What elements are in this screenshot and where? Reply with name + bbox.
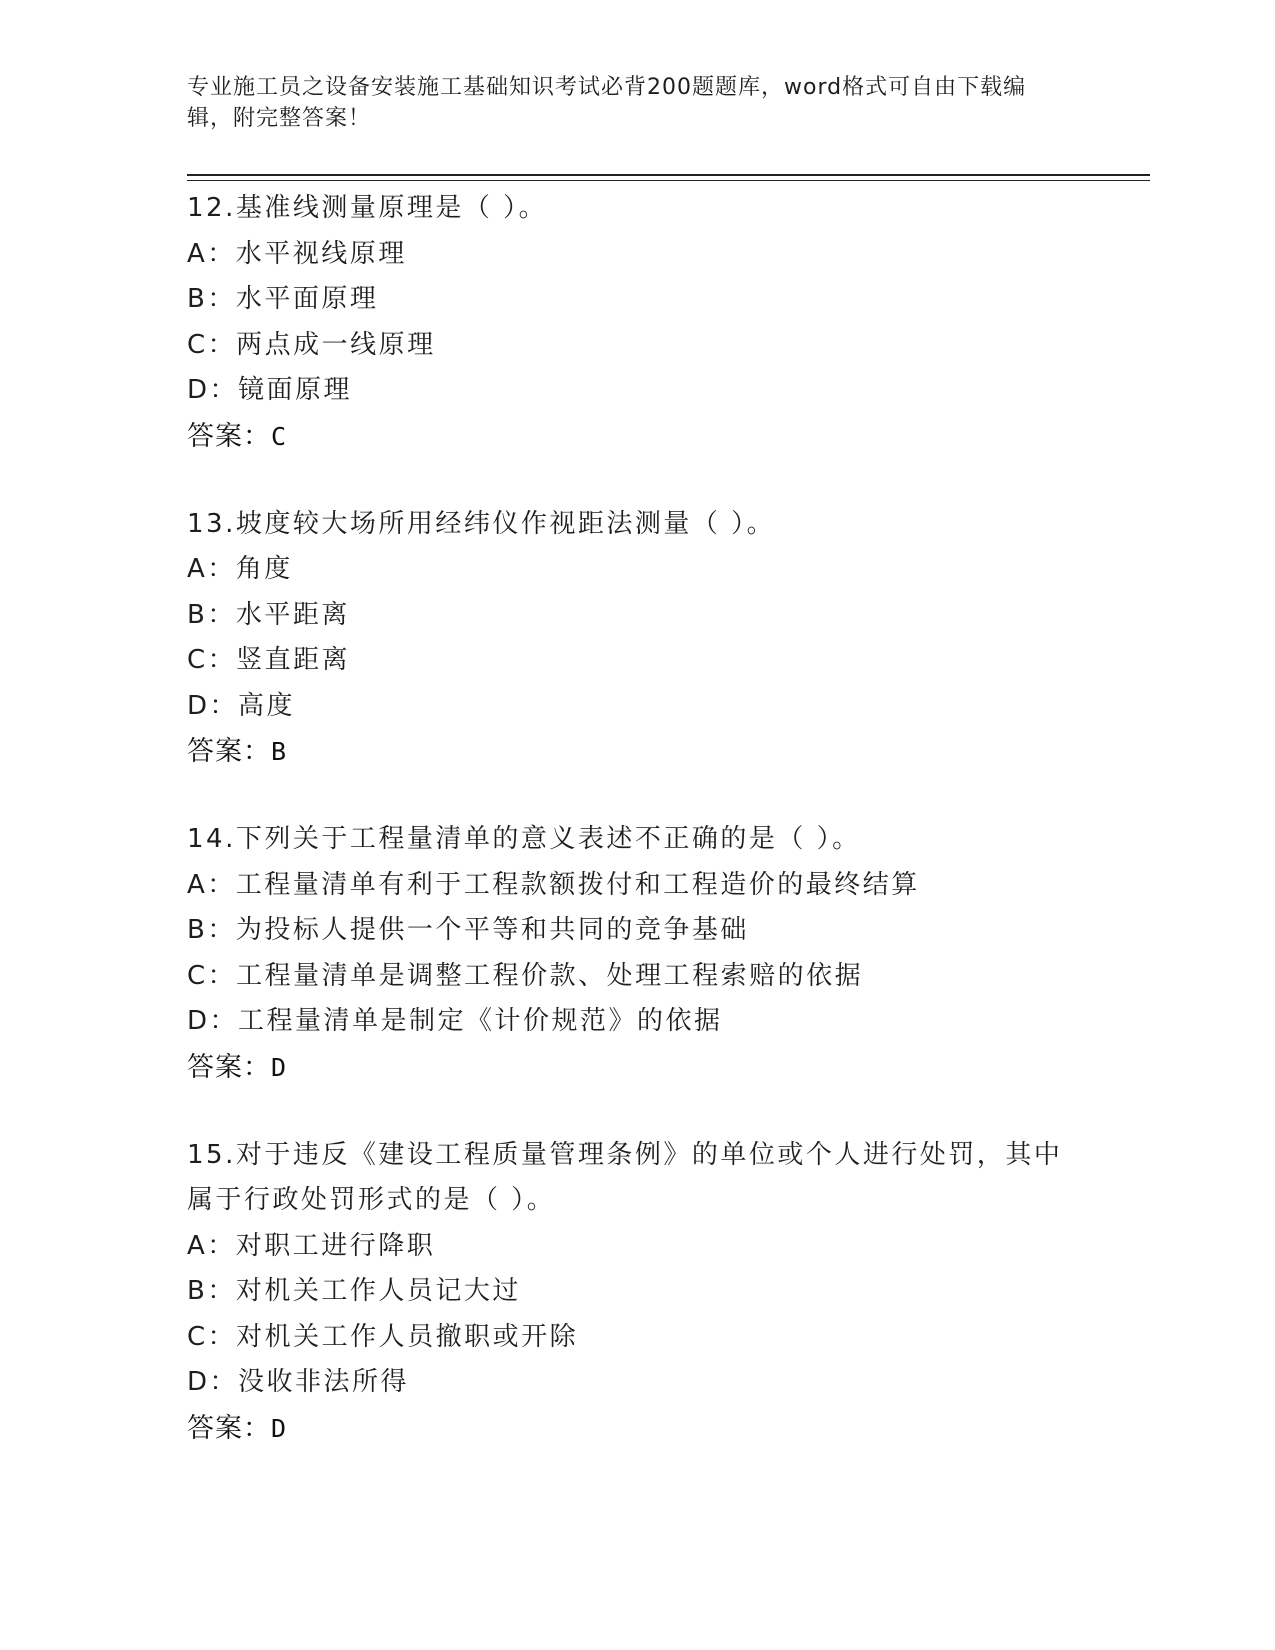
question-12 xyxy=(187,186,1087,460)
answer-label: 答案： xyxy=(187,1412,271,1444)
option-b: B：对机关工作人员记大过 xyxy=(187,1276,521,1306)
question-list xyxy=(187,186,1087,1494)
answer-value: C xyxy=(271,421,287,451)
option-c: C：竖直距离 xyxy=(187,645,351,675)
answer-label: 答案： xyxy=(187,420,271,452)
answer-value: B xyxy=(271,737,287,766)
question-title: 12.基准线测量原理是（ ）。 xyxy=(187,193,548,223)
answer xyxy=(187,1406,1087,1452)
option-d: D：镜面原理 xyxy=(187,375,353,405)
question-title: 15.对于违反《建设工程质量管理条例》的单位或个人进行处罚，其中属于行政处罚形式的是（ ）。 xyxy=(187,1139,1063,1215)
option-d: D：高度 xyxy=(187,690,296,721)
option-a: A：角度 xyxy=(187,554,293,584)
document-header: 专业施工员之设备安装施工基础知识考试必背200题题库，word格式可自由下载编辑，附完整答案！ xyxy=(187,75,1027,131)
question-15 xyxy=(187,1133,1087,1452)
option-b: B：水平面原理 xyxy=(187,284,379,314)
option-a: A：对职工进行降职 xyxy=(187,1230,436,1261)
answer-value: D xyxy=(271,1413,287,1443)
option-a: A：水平视线原理 xyxy=(187,238,407,269)
option-c: C：对机关工作人员撤职或开除 xyxy=(187,1321,579,1352)
option-d: D：没收非法所得 xyxy=(187,1367,410,1397)
option-b: B：水平距离 xyxy=(187,599,350,630)
header-divider-thin xyxy=(187,180,1150,181)
option-b: B：为投标人提供一个平等和共同的竞争基础 xyxy=(187,915,749,945)
answer-label: 答案： xyxy=(187,1051,271,1083)
answer xyxy=(187,729,1087,775)
answer-value: D xyxy=(271,1052,287,1082)
option-d: D：工程量清单是制定《计价规范》的依据 xyxy=(187,1006,723,1036)
option-c: C：两点成一线原理 xyxy=(187,329,436,360)
header-divider-thick xyxy=(187,174,1150,176)
option-a: A：工程量清单有利于工程款额拨付和工程造价的最终结算 xyxy=(187,869,920,900)
answer xyxy=(187,414,1087,460)
answer-label: 答案： xyxy=(187,736,271,767)
question-title: 13.坡度较大场所用经纬仪作视距法测量（ ）。 xyxy=(187,508,776,539)
question-13 xyxy=(187,502,1087,776)
question-title: 14.下列关于工程量清单的意义表述不正确的是（ ）。 xyxy=(187,824,861,854)
option-c: C：工程量清单是调整工程价款、处理工程索赔的依据 xyxy=(187,960,864,991)
answer xyxy=(187,1045,1087,1091)
question-14 xyxy=(187,817,1087,1091)
